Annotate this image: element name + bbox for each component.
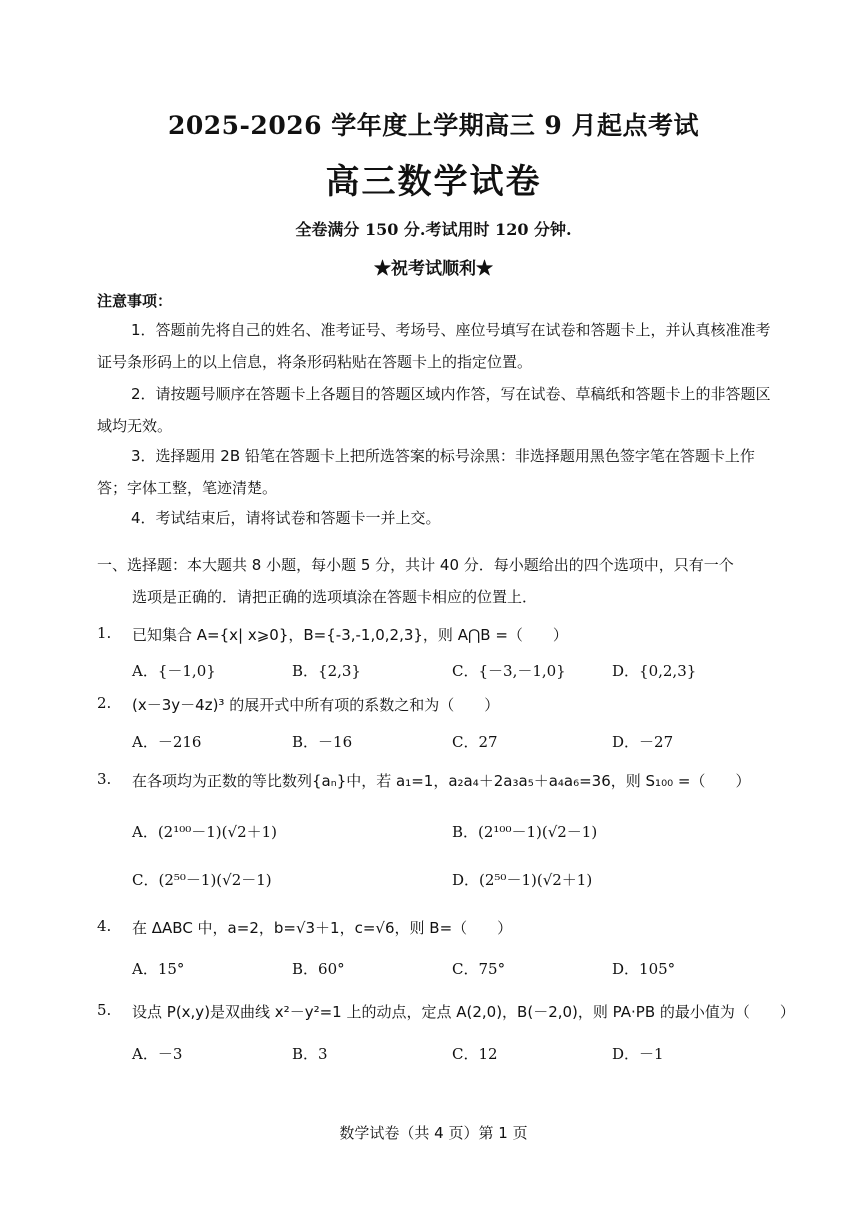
question-2-option-b: B．－16 xyxy=(292,733,353,751)
question-3-stem: 在各项均为正数的等比数列{aₙ}中，若 a₁=1，a₂a₄＋2a₃a₅＋a₄a₆=36，则 S₁₀₀ =（ ） xyxy=(132,772,751,790)
question-2-option-d: D．－27 xyxy=(612,733,674,751)
section-heading-line1: 一、选择题：本大题共 8 小题，每小题 5 分，共计 40 分．每小题给出的四个选项中，只有一个 xyxy=(97,556,734,574)
question-5-option-b: B．3 xyxy=(292,1045,328,1063)
notice-heading: 注意事项： xyxy=(97,292,173,310)
question-3-option-c: C．(2⁵⁰－1)(√2－1) xyxy=(132,871,272,889)
question-4-option-d: D．105° xyxy=(612,960,676,978)
notice-item-2 xyxy=(97,378,777,442)
question-1-option-d: D．{0,2,3} xyxy=(612,662,697,680)
question-4-option-a: A．15° xyxy=(132,960,185,978)
question-2-stem: (x－3y－4z)³ 的展开式中所有项的系数之和为（ ） xyxy=(132,696,500,714)
question-1-option-c: C．{－3,－1,0} xyxy=(452,662,566,680)
question-5-stem: 设点 P(x,y)是双曲线 x²－y²=1 上的动点，定点 A(2,0)，B(－2,0)，则 PA·PB 的最小值为（ ） xyxy=(132,1003,795,1021)
question-5-option-c: C．12 xyxy=(452,1045,498,1063)
question-5-number: 5. xyxy=(97,1001,112,1019)
question-3-option-b: B．(2¹⁰⁰－1)(√2－1) xyxy=(452,823,598,841)
question-3-number: 3. xyxy=(97,770,112,788)
exam-title: 2025-2026 学年度上学期高三 9 月起点考试 xyxy=(167,111,700,140)
question-1-stem: 已知集合 A={x| x⩾0}，B={-3,-1,0,2,3}，则 A⋂B =（ ） xyxy=(132,626,568,644)
question-4-option-c: C．75° xyxy=(452,960,506,978)
blessing: ★祝考试顺利★ xyxy=(374,259,493,279)
notice-item-4-text: 4．考试结束后，请将试卷和答题卡一并上交。 xyxy=(131,509,441,527)
question-4-option-b: B．60° xyxy=(292,960,345,978)
question-4-number: 4. xyxy=(97,917,112,935)
question-3-option-d: D．(2⁵⁰－1)(√2＋1) xyxy=(452,871,593,889)
page-footer: 数学试卷（共 4 页）第 1 页 xyxy=(339,1124,528,1142)
notice-item-2-text: 2．请按题号顺序在答题卡上各题目的答题区域内作答，写在试卷、草稿纸和答题卡上的非答题区域均无效。 xyxy=(97,385,771,435)
question-1-option-b: B．{2,3} xyxy=(292,662,361,680)
notice-item-4 xyxy=(97,502,777,534)
question-5-option-d: D．－1 xyxy=(612,1045,664,1063)
question-3-option-a: A．(2¹⁰⁰－1)(√2＋1) xyxy=(132,823,278,841)
question-2-option-c: C．27 xyxy=(452,733,498,751)
question-1-number: 1. xyxy=(97,624,112,642)
notice-item-3-text: 3．选择题用 2B 铅笔在答题卡上把所选答案的标号涂黑：非选择题用黑色签字笔在答题卡上作答；字体工整，笔迹清楚。 xyxy=(97,447,755,497)
notice-item-1 xyxy=(97,314,777,378)
question-1-option-a: A．{－1,0} xyxy=(132,662,216,680)
question-2-number: 2. xyxy=(97,694,112,712)
exam-info: 全卷满分 150 分.考试用时 120 分钟. xyxy=(295,220,572,239)
question-5-option-a: A．－3 xyxy=(132,1045,183,1063)
paper-title: 高三数学试卷 xyxy=(325,162,542,202)
section-heading-line2: 选项是正确的．请把正确的选项填涂在答题卡相应的位置上． xyxy=(132,588,538,606)
question-2-option-a: A．－216 xyxy=(132,733,202,751)
question-4-stem: 在 ΔABC 中，a=2，b=√3＋1，c=√6，则 B=（ ） xyxy=(132,919,513,937)
notice-item-1-text: 1．答题前先将自己的姓名、准考证号、考场号、座位号填写在试卷和答题卡上，并认真核准准考证号条形码上的以上信息，将条形码粘贴在答题卡上的指定位置。 xyxy=(97,321,771,371)
notice-item-3 xyxy=(97,440,777,504)
